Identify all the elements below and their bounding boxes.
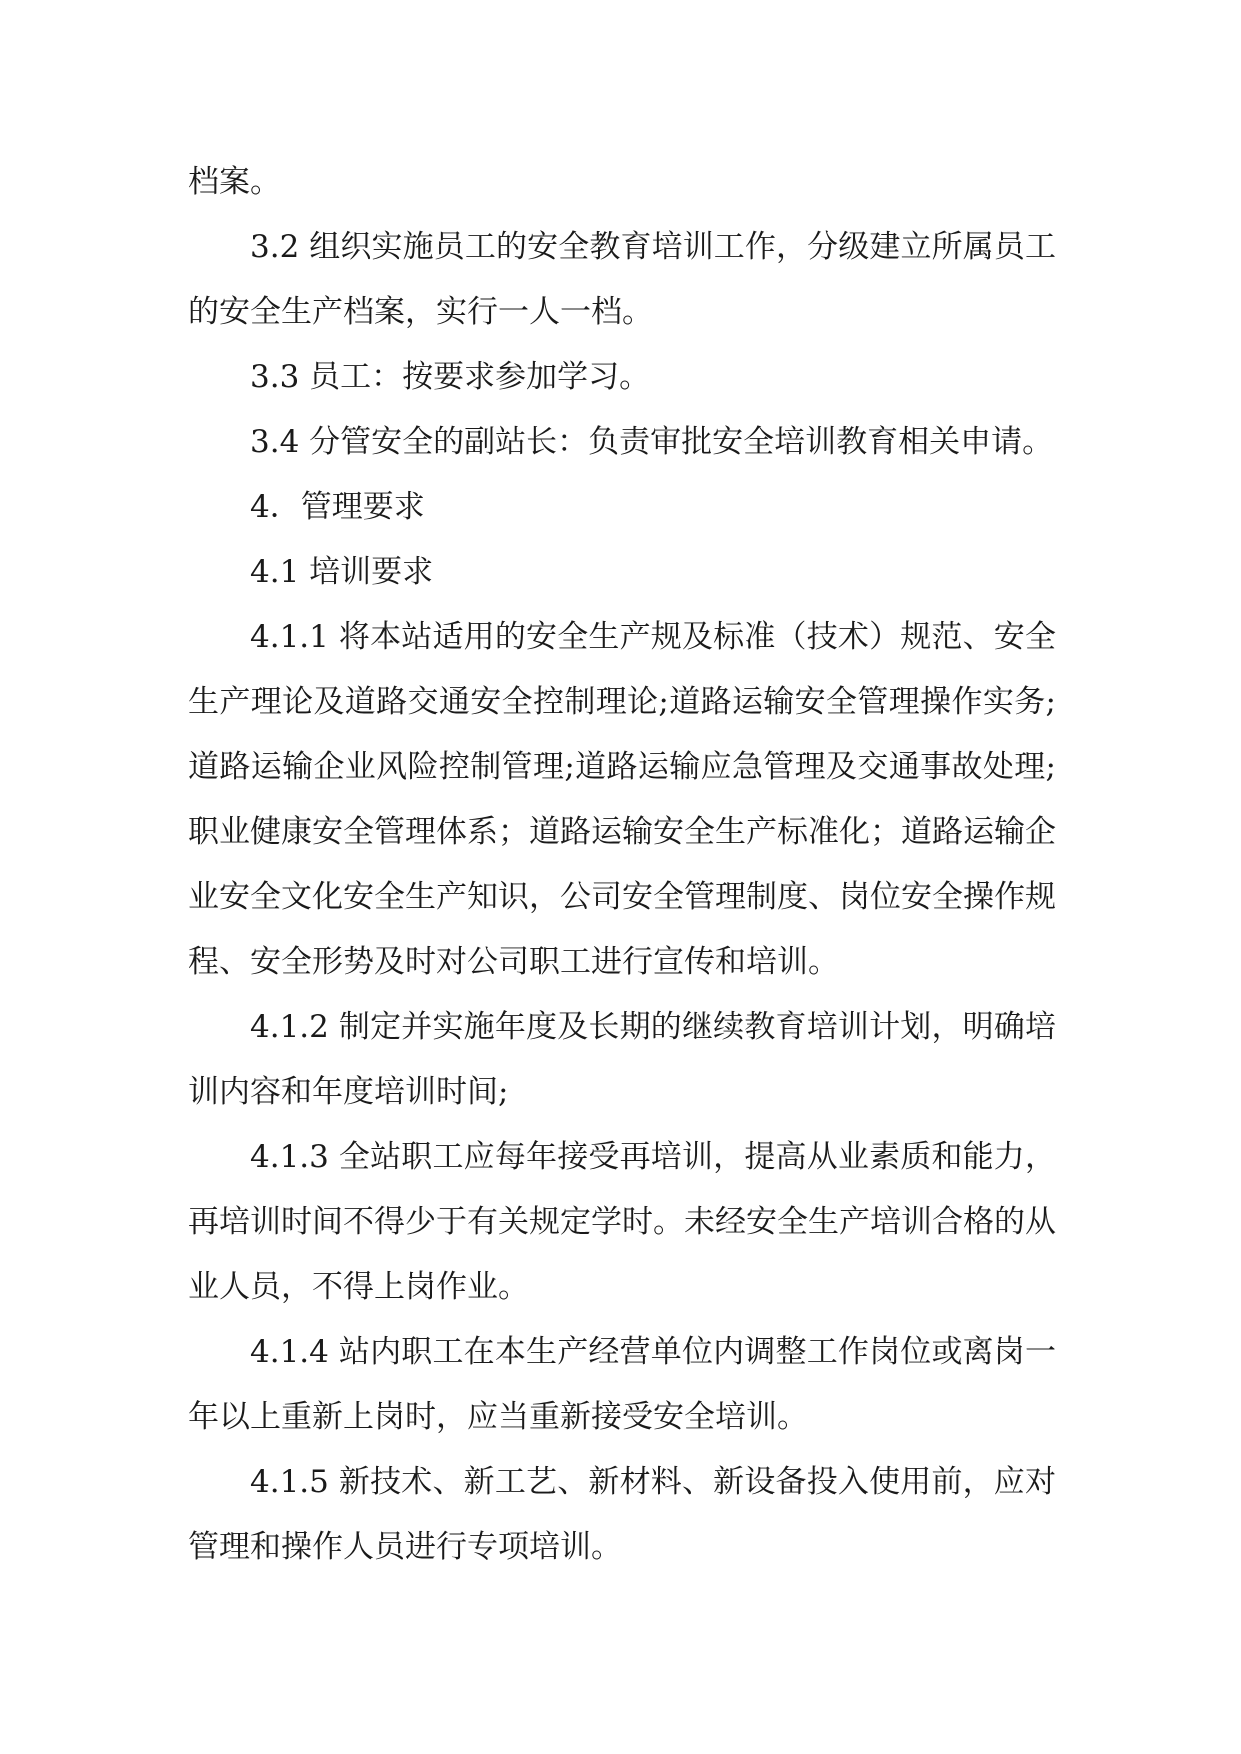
paragraph-archive-continuation: 档案。 [188, 164, 281, 200]
paragraph-4-1-5: 4.1.5 新技术、新工艺、新材料、新设备投入使用前，应对管理和操作人员进行专项培训。 [188, 1464, 1056, 1565]
subsection-heading-4-1: 4.1 培训要求 [250, 554, 434, 590]
paragraph-4-1-4: 4.1.4 站内职工在本生产经营单位内调整工作岗位或离岗一年以上重新上岗时，应当重新接受安全培训。 [188, 1334, 1056, 1435]
paragraph-3-2: 3.2 组织实施员工的安全教育培训工作，分级建立所属员工的安全生产档案，实行一人一档。 [188, 229, 1056, 330]
paragraph-4-1-2: 4.1.2 制定并实施年度及长期的继续教育培训计划，明确培训内容和年度培训时间; [188, 1009, 1056, 1110]
paragraph-3-3: 3.3 员工：按要求参加学习。 [250, 359, 651, 395]
section-heading-4: 4．管理要求 [250, 489, 425, 525]
paragraph-4-1-3: 4.1.3 全站职工应每年接受再培训，提高从业素质和能力，再培训时间不得少于有关规定学时。未经安全生产培训合格的从业人员，不得上岗作业。 [188, 1139, 1056, 1305]
document-body [188, 150, 1056, 1580]
paragraph-3-4: 3.4 分管安全的副站长：负责审批安全培训教育相关申请。 [250, 424, 1054, 460]
paragraph-4-1-1: 4.1.1 将本站适用的安全生产规及标准（技术）规范、安全生产理论及道路交通安全控制理论;道路运输安全管理操作实务;道路运输企业风险控制管理;道路运输应急管理及交通事故处理;职业健康安全管理体系；道路运输安全生产标准化；道路运输企业安全文化安全生产知识，公司安全管理制度、岗位安全操作规程、安全形势及时对公司职工进行宣传和培训。 [188, 619, 1056, 980]
